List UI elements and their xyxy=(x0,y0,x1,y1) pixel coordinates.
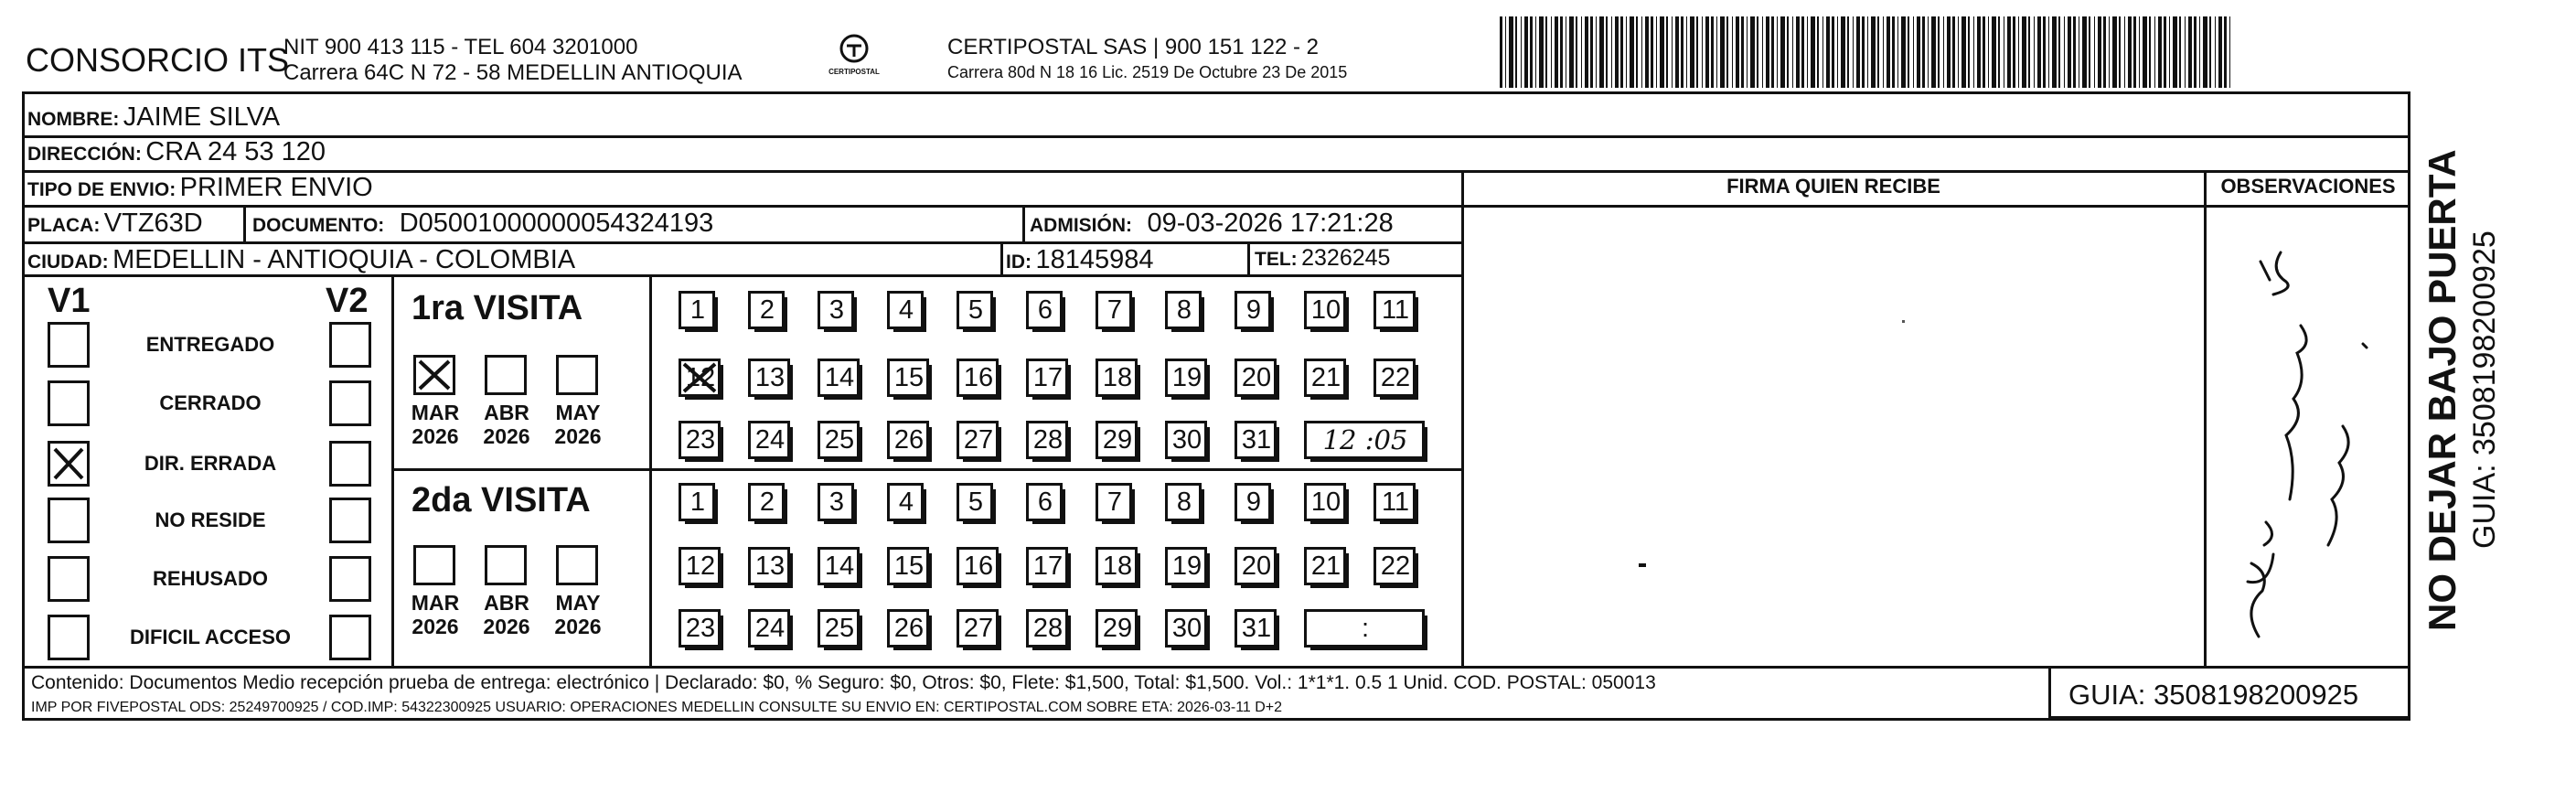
month-checkbox[interactable] xyxy=(413,545,455,585)
day-number: 20 xyxy=(1241,363,1272,392)
day-box[interactable] xyxy=(1165,421,1207,459)
day-box[interactable] xyxy=(1096,421,1138,459)
day-number: 14 xyxy=(824,551,855,581)
status-label: ENTREGADO xyxy=(145,333,275,356)
day-number: 6 xyxy=(1037,487,1053,517)
direccion-value: CRA 24 53 120 xyxy=(145,137,326,166)
day-box[interactable] xyxy=(748,421,790,459)
day-number: 12 xyxy=(685,551,716,581)
day-box[interactable] xyxy=(1026,291,1063,329)
day-box[interactable] xyxy=(1165,359,1207,397)
documento-label: DOCUMENTO: xyxy=(252,215,385,236)
day-box[interactable] xyxy=(1374,359,1416,397)
month-label: MAR xyxy=(411,401,460,424)
day-box[interactable] xyxy=(679,547,721,585)
day-number: 16 xyxy=(963,363,994,392)
day-number: 25 xyxy=(824,614,855,643)
day-number: 6 xyxy=(1037,295,1053,325)
id-label: ID: xyxy=(1006,252,1031,273)
v2-checkbox[interactable] xyxy=(329,441,371,487)
admision-value: 09-03-2026 17:21:28 xyxy=(1147,209,1394,238)
placa-value: VTZ63D xyxy=(103,209,203,238)
time-value: 12 :05 xyxy=(1322,424,1408,455)
day-box[interactable] xyxy=(748,547,790,585)
day-box[interactable] xyxy=(1304,483,1346,521)
v2-checkbox[interactable] xyxy=(329,615,371,660)
header-barcode xyxy=(1500,16,2231,88)
day-box[interactable] xyxy=(1096,609,1138,648)
id-field xyxy=(1006,247,1153,273)
year-label: 2026 xyxy=(412,424,459,448)
tel-label: TEL: xyxy=(1255,249,1298,270)
day-number: 20 xyxy=(1241,551,1272,581)
day-number: 31 xyxy=(1241,425,1272,455)
tel-value: 2326245 xyxy=(1301,245,1391,271)
month-label: MAR xyxy=(411,591,460,615)
day-box[interactable] xyxy=(1235,547,1277,585)
status-label: CERRADO xyxy=(159,391,262,414)
v2-checkbox[interactable] xyxy=(329,380,371,426)
day-number: 14 xyxy=(824,363,855,392)
month-label: MAY xyxy=(555,591,601,615)
day-number: 1 xyxy=(689,295,706,325)
day-box[interactable] xyxy=(1374,291,1416,329)
month-checkbox[interactable] xyxy=(556,355,598,395)
day-number: 16 xyxy=(963,551,994,581)
day-box[interactable] xyxy=(887,421,929,459)
year-label: 2026 xyxy=(483,424,530,448)
day-box[interactable] xyxy=(818,547,860,585)
v2-checkbox[interactable] xyxy=(329,556,371,602)
day-box[interactable] xyxy=(1235,359,1277,397)
day-number: 24 xyxy=(754,425,786,455)
day-box[interactable] xyxy=(748,609,790,648)
day-box[interactable] xyxy=(887,483,924,521)
v2-checkbox[interactable] xyxy=(329,498,371,543)
day-box[interactable] xyxy=(679,609,721,648)
tipo-envio-field xyxy=(27,175,373,201)
day-number: 11 xyxy=(1381,487,1410,517)
nombre-field xyxy=(27,104,280,131)
day-number: 2 xyxy=(759,487,775,517)
day-number: 17 xyxy=(1032,551,1064,581)
day-number: 21 xyxy=(1310,551,1341,581)
day-box[interactable] xyxy=(887,547,929,585)
x-mark-icon xyxy=(679,359,721,397)
day-box[interactable] xyxy=(957,421,999,459)
day-box[interactable] xyxy=(679,421,721,459)
day-number: 7 xyxy=(1106,295,1123,325)
observaciones-header: OBSERVACIONES xyxy=(2220,175,2396,198)
day-box[interactable] xyxy=(1304,291,1346,329)
day-number: 30 xyxy=(1171,425,1202,455)
day-number: 3 xyxy=(828,487,845,517)
day-box[interactable] xyxy=(818,483,854,521)
month-label: ABR xyxy=(484,591,529,615)
v1-checkbox[interactable] xyxy=(48,441,90,487)
firma-header: FIRMA QUIEN RECIBE xyxy=(1726,175,1940,198)
x-mark-icon xyxy=(416,358,453,392)
placa-label: PLACA: xyxy=(27,215,101,236)
day-box[interactable] xyxy=(748,483,785,521)
year-label: 2026 xyxy=(412,615,459,638)
day-box[interactable] xyxy=(679,359,721,397)
direccion-label: DIRECCIÓN: xyxy=(27,144,142,165)
signature-area xyxy=(1465,207,2202,664)
company-nit: NIT 900 413 115 - TEL 604 3201000 xyxy=(283,35,638,59)
v1-checkbox[interactable] xyxy=(48,498,90,543)
month-checkbox[interactable] xyxy=(556,545,598,585)
day-box[interactable] xyxy=(1235,291,1271,329)
placa-field xyxy=(27,210,203,237)
day-box[interactable] xyxy=(1026,483,1063,521)
visit1-title: 1ra VISITA xyxy=(412,289,583,327)
day-box[interactable] xyxy=(818,291,854,329)
day-number: 5 xyxy=(967,487,984,517)
documento-field xyxy=(252,210,713,237)
logo-emblem-icon xyxy=(836,33,872,64)
day-box[interactable] xyxy=(1235,421,1277,459)
time-value: : xyxy=(1361,614,1370,643)
day-box[interactable] xyxy=(1235,483,1271,521)
status-label: DIR. ERRADA xyxy=(144,452,277,475)
day-number: 15 xyxy=(893,551,925,581)
day-box[interactable] xyxy=(1235,609,1277,648)
carrier-name: CERTIPOSTAL SAS | 900 151 122 - 2 xyxy=(947,35,1319,59)
day-number: 1 xyxy=(689,487,706,517)
day-number: 22 xyxy=(1380,551,1411,581)
day-box[interactable] xyxy=(1096,483,1132,521)
nombre-label: NOMBRE: xyxy=(27,109,120,130)
day-number: 5 xyxy=(967,295,984,325)
day-number: 31 xyxy=(1241,614,1272,643)
company-address: Carrera 64C N 72 - 58 MEDELLIN ANTIOQUIA xyxy=(283,60,743,85)
v1-checkbox[interactable] xyxy=(48,380,90,426)
day-box[interactable] xyxy=(1165,609,1207,648)
company-name: CONSORCIO ITS xyxy=(26,41,290,79)
documento-value: D05001000000054324193 xyxy=(399,209,714,238)
day-box[interactable] xyxy=(1026,359,1068,397)
tel-field xyxy=(1255,247,1390,270)
day-number: 19 xyxy=(1171,551,1202,581)
day-box[interactable] xyxy=(1165,291,1202,329)
day-box[interactable] xyxy=(1096,547,1138,585)
day-box[interactable] xyxy=(887,609,929,648)
day-box[interactable] xyxy=(679,483,715,521)
day-number: 18 xyxy=(1102,363,1133,392)
month-checkbox[interactable] xyxy=(413,355,455,395)
ciudad-field xyxy=(27,247,575,273)
day-number: 25 xyxy=(824,425,855,455)
day-number: 29 xyxy=(1102,614,1133,643)
status-label: NO RESIDE xyxy=(155,509,266,531)
day-number: 26 xyxy=(893,425,925,455)
v2-label: V2 xyxy=(326,282,369,320)
day-number: 11 xyxy=(1381,295,1410,325)
day-box[interactable] xyxy=(818,609,860,648)
direccion-field xyxy=(27,139,326,166)
day-box[interactable] xyxy=(1374,547,1416,585)
no-dejar-bajo-puerta: NO DEJAR BAJO PUERTA xyxy=(2421,149,2464,631)
day-number: 4 xyxy=(898,295,914,325)
admision-field xyxy=(1030,210,1394,237)
day-box[interactable] xyxy=(1096,291,1132,329)
day-number: 21 xyxy=(1310,363,1341,392)
v1-checkbox[interactable] xyxy=(48,615,90,660)
nombre-value: JAIME SILVA xyxy=(123,102,281,132)
day-box[interactable] xyxy=(957,359,999,397)
day-number: 27 xyxy=(963,614,994,643)
day-number: 15 xyxy=(893,363,925,392)
visit2-title: 2da VISITA xyxy=(412,481,591,519)
day-number: 9 xyxy=(1245,295,1262,325)
day-box[interactable] xyxy=(1026,609,1068,648)
month-label: MAY xyxy=(555,401,601,424)
handwritten-note-icon xyxy=(2206,207,2410,664)
day-number: 10 xyxy=(1310,295,1341,325)
day-number: 8 xyxy=(1176,295,1192,325)
day-number: 7 xyxy=(1106,487,1123,517)
guia-box-text: GUIA: 3508198200925 xyxy=(2068,679,2359,711)
day-box[interactable] xyxy=(1026,547,1068,585)
day-number: 18 xyxy=(1102,551,1133,581)
day-box[interactable] xyxy=(679,291,715,329)
side-guia: GUIA: 3508198200925 xyxy=(2467,230,2502,549)
ciudad-value: MEDELLIN - ANTIOQUIA - COLOMBIA xyxy=(112,245,576,274)
day-number: 30 xyxy=(1171,614,1202,643)
admision-label: ADMISIÓN: xyxy=(1030,215,1132,236)
ciudad-label: CIUDAD: xyxy=(27,252,109,273)
day-number: 22 xyxy=(1380,363,1411,392)
tipo-envio-label: TIPO DE ENVIO: xyxy=(27,179,176,200)
day-box[interactable] xyxy=(957,291,993,329)
status-label: REHUSADO xyxy=(153,567,268,590)
day-number: 8 xyxy=(1176,487,1192,517)
day-number: 17 xyxy=(1032,363,1064,392)
v2-checkbox[interactable] xyxy=(329,322,371,368)
logo-caption: CERTIPOSTAL xyxy=(828,68,880,76)
day-box[interactable] xyxy=(1165,483,1202,521)
day-box[interactable] xyxy=(1096,359,1138,397)
day-box[interactable] xyxy=(818,421,860,459)
day-box[interactable] xyxy=(1374,483,1416,521)
status-label: DIFICIL ACCESO xyxy=(129,626,291,648)
v1-checkbox[interactable] xyxy=(48,556,90,602)
day-number: 27 xyxy=(963,425,994,455)
day-box[interactable] xyxy=(818,359,860,397)
day-number: 29 xyxy=(1102,425,1133,455)
x-mark-icon xyxy=(50,444,87,484)
year-label: 2026 xyxy=(483,615,530,638)
day-box[interactable] xyxy=(957,547,999,585)
day-box[interactable] xyxy=(1026,421,1068,459)
day-box[interactable] xyxy=(957,483,993,521)
day-number: 23 xyxy=(685,425,716,455)
time-box[interactable] xyxy=(1304,421,1425,459)
id-value: 18145984 xyxy=(1035,245,1154,274)
day-box[interactable] xyxy=(1165,547,1207,585)
ink-speck xyxy=(1902,320,1905,323)
day-number: 19 xyxy=(1171,363,1202,392)
v1-label: V1 xyxy=(48,282,91,320)
month-checkbox[interactable] xyxy=(485,545,527,585)
v1-checkbox[interactable] xyxy=(48,322,90,368)
ink-dot xyxy=(1639,563,1646,567)
footer-contenido: Contenido: Documentos Medio recepción prueba de entrega: electrónico | Declarado: $0, % Seguro: $0, Otros: $0, Flete: $1,500, Total: $1,500. Vol.: 1*1*1. 0.5 1 Unid. COD. POSTAL: 050013 xyxy=(31,672,1656,693)
year-label: 2026 xyxy=(554,424,602,448)
day-number: 10 xyxy=(1310,487,1341,517)
day-number: 26 xyxy=(893,614,925,643)
day-number: 3 xyxy=(828,295,845,325)
day-number: 4 xyxy=(898,487,914,517)
day-box[interactable] xyxy=(957,609,999,648)
day-box[interactable] xyxy=(1304,359,1346,397)
year-label: 2026 xyxy=(554,615,602,638)
day-number: 28 xyxy=(1032,425,1064,455)
day-number: 13 xyxy=(754,363,786,392)
month-checkbox[interactable] xyxy=(485,355,527,395)
day-box[interactable] xyxy=(1304,547,1346,585)
footer-imp: IMP POR FIVEPOSTAL ODS: 25249700925 / COD.IMP: 54322300925 USUARIO: OPERACIONES MEDELLIN CONSULTE SU ENVIO EN: CERTIPOSTAL.COM SOBRE ETA: 2026-03-11 D+2 xyxy=(31,700,1283,715)
time-box[interactable] xyxy=(1304,609,1425,648)
tipo-envio-value: PRIMER ENVIO xyxy=(179,173,373,202)
day-number: 13 xyxy=(754,551,786,581)
day-number: 24 xyxy=(754,614,786,643)
day-box[interactable] xyxy=(748,359,790,397)
carrier-address: Carrera 80d N 18 16 Lic. 2519 De Octubre 23 De 2015 xyxy=(947,63,1348,81)
day-box[interactable] xyxy=(887,359,929,397)
certipostal-logo xyxy=(828,33,881,84)
day-number: 12 xyxy=(685,363,716,392)
day-number: 28 xyxy=(1032,614,1064,643)
observaciones-area xyxy=(2206,207,2410,664)
day-box[interactable] xyxy=(887,291,924,329)
month-label: ABR xyxy=(484,401,529,424)
day-number: 9 xyxy=(1245,487,1262,517)
day-box[interactable] xyxy=(748,291,785,329)
day-number: 23 xyxy=(685,614,716,643)
day-number: 2 xyxy=(759,295,775,325)
